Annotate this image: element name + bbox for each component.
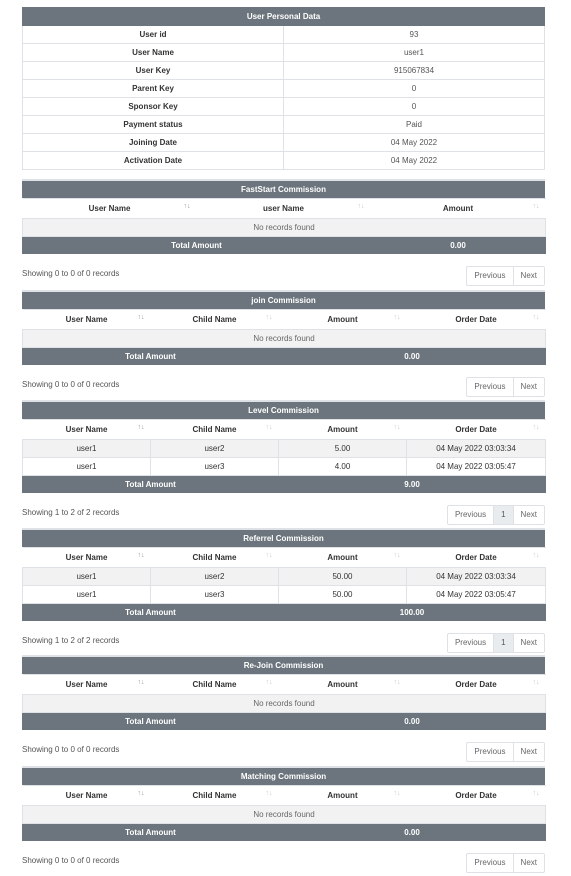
column-header-label: Child Name	[192, 680, 237, 689]
table-cell: user3	[151, 458, 279, 476]
sort-arrows-icon: ↑↓	[183, 203, 191, 210]
previous-button[interactable]: Previous	[466, 266, 513, 286]
total-row	[23, 237, 546, 254]
column-header-row	[23, 420, 546, 440]
column-header-label: User Name	[65, 425, 108, 434]
table-footer	[22, 377, 545, 399]
sort-arrows-icon: ↑↓	[532, 790, 540, 797]
sort-arrows-icon: ↑↓	[532, 314, 540, 321]
table-footer	[22, 266, 545, 288]
personal-label: User Name	[23, 44, 284, 62]
column-header[interactable]	[197, 199, 371, 219]
personal-value: Paid	[284, 116, 545, 134]
personal-label: Payment status	[23, 116, 284, 134]
table-cell: user2	[151, 568, 279, 586]
commission-table	[22, 309, 546, 365]
records-info: Showing 0 to 0 of 0 records	[22, 856, 120, 865]
no-records-text: No records found	[23, 806, 546, 824]
sort-arrows-icon: ↑↓	[393, 552, 401, 559]
personal-value: 04 May 2022	[284, 134, 545, 152]
sort-arrows-icon: ↑↓	[265, 314, 273, 321]
personal-label: User Key	[23, 62, 284, 80]
commission-section	[22, 290, 545, 399]
sort-arrows-icon: ↑↓	[265, 552, 273, 559]
next-button[interactable]: Next	[513, 266, 545, 286]
sort-arrows-icon: ↑↓	[393, 790, 401, 797]
total-row	[23, 824, 546, 841]
sort-arrows-icon: ↑↓	[265, 424, 273, 431]
sort-arrows-icon: ↑↓	[137, 552, 145, 559]
commission-table	[22, 674, 546, 730]
column-header[interactable]	[23, 786, 151, 806]
sort-arrows-icon: ↑↓	[137, 679, 145, 686]
column-header-label: Amount	[327, 680, 358, 689]
personal-value: 93	[284, 26, 545, 44]
next-button[interactable]: Next	[513, 742, 545, 762]
column-header-row	[23, 548, 546, 568]
column-header-label: Order Date	[455, 791, 497, 800]
total-row	[23, 476, 546, 493]
column-header[interactable]	[151, 786, 279, 806]
sort-arrows-icon: ↑↓	[357, 203, 365, 210]
total-row	[23, 604, 546, 621]
table-cell: 04 May 2022 03:05:47	[407, 458, 546, 476]
table-row	[23, 586, 546, 604]
personal-data-title: User Personal Data	[23, 8, 545, 26]
total-value: 0.00	[371, 237, 546, 254]
table-row	[23, 440, 546, 458]
next-button[interactable]: Next	[513, 505, 545, 525]
previous-button[interactable]: Previous	[447, 633, 494, 653]
total-label: Total Amount	[23, 713, 279, 730]
table-cell: 04 May 2022 03:03:34	[407, 568, 546, 586]
personal-label: Parent Key	[23, 80, 284, 98]
sort-arrows-icon: ↑↓	[393, 424, 401, 431]
no-records-row	[23, 695, 546, 713]
total-value: 0.00	[279, 348, 546, 365]
column-header-label: Amount	[327, 315, 358, 324]
commission-title: Level Commission	[22, 400, 545, 419]
no-records-row	[23, 330, 546, 348]
commission-section	[22, 655, 545, 764]
column-header-row	[23, 675, 546, 695]
commission-title: Referrel Commission	[22, 528, 545, 547]
table-cell: user2	[151, 440, 279, 458]
pagination	[448, 633, 545, 653]
commission-title: Re-Join Commission	[22, 655, 545, 674]
column-header-label: Order Date	[455, 315, 497, 324]
pagination	[467, 377, 545, 397]
column-header[interactable]	[279, 675, 407, 695]
previous-button[interactable]: Previous	[447, 505, 494, 525]
next-button[interactable]: Next	[513, 853, 545, 873]
total-row	[23, 713, 546, 730]
column-header[interactable]	[279, 420, 407, 440]
column-header-label: User Name	[65, 680, 108, 689]
next-button[interactable]: Next	[513, 633, 545, 653]
table-footer	[22, 633, 545, 655]
personal-label: Sponsor Key	[23, 98, 284, 116]
personal-value: 915067834	[284, 62, 545, 80]
records-info: Showing 0 to 0 of 0 records	[22, 380, 120, 389]
pagination	[467, 266, 545, 286]
previous-button[interactable]: Previous	[466, 377, 513, 397]
no-records-text: No records found	[23, 330, 546, 348]
column-header-label: User Name	[65, 553, 108, 562]
column-header[interactable]	[371, 199, 546, 219]
no-records-text: No records found	[23, 219, 546, 237]
column-header-label: Order Date	[455, 680, 497, 689]
column-header[interactable]	[151, 420, 279, 440]
column-header[interactable]	[151, 675, 279, 695]
column-header-label: user Name	[263, 204, 304, 213]
total-label: Total Amount	[23, 237, 371, 254]
records-info: Showing 0 to 0 of 0 records	[22, 745, 120, 754]
column-header-label: User Name	[88, 204, 131, 213]
commission-title: join Commission	[22, 290, 545, 309]
sort-arrows-icon: ↑↓	[532, 424, 540, 431]
commission-section	[22, 400, 545, 527]
table-row	[23, 568, 546, 586]
column-header-row	[23, 199, 546, 219]
sort-arrows-icon: ↑↓	[265, 679, 273, 686]
personal-label: Joining Date	[23, 134, 284, 152]
column-header[interactable]	[23, 199, 197, 219]
column-header[interactable]	[23, 675, 151, 695]
column-header-label: Order Date	[455, 425, 497, 434]
column-header[interactable]	[23, 548, 151, 568]
column-header[interactable]	[407, 548, 546, 568]
pagination	[448, 505, 545, 525]
table-cell: user1	[23, 458, 151, 476]
total-value: 9.00	[279, 476, 546, 493]
commission-table	[22, 785, 546, 841]
column-header-label: Amount	[442, 204, 474, 213]
total-label: Total Amount	[23, 476, 279, 493]
sort-arrows-icon: ↑↓	[532, 679, 540, 686]
next-button[interactable]: Next	[513, 377, 545, 397]
records-info: Showing 0 to 0 of 0 records	[22, 269, 120, 278]
table-footer	[22, 853, 545, 875]
table-cell: 50.00	[279, 586, 407, 604]
column-header-label: Amount	[327, 791, 358, 800]
pagination	[467, 853, 545, 873]
table-footer	[22, 505, 545, 527]
no-records-row	[23, 806, 546, 824]
column-header[interactable]	[151, 310, 279, 330]
personal-value: 0	[284, 80, 545, 98]
personal-label: Activation Date	[23, 152, 284, 170]
pagination	[467, 742, 545, 762]
column-header-label: Order Date	[455, 553, 497, 562]
table-cell: 50.00	[279, 568, 407, 586]
table-cell: user1	[23, 440, 151, 458]
sort-arrows-icon: ↑↓	[265, 790, 273, 797]
column-header[interactable]	[407, 310, 546, 330]
no-records-row	[23, 219, 546, 237]
personal-value: 0	[284, 98, 545, 116]
table-cell: user1	[23, 586, 151, 604]
commission-title: Matching Commission	[22, 766, 545, 785]
column-header[interactable]	[151, 548, 279, 568]
commission-table	[22, 547, 546, 621]
column-header-label: Amount	[327, 553, 358, 562]
table-cell: 5.00	[279, 440, 407, 458]
table-cell: user3	[151, 586, 279, 604]
sort-arrows-icon: ↑↓	[137, 314, 145, 321]
column-header-label: Child Name	[192, 315, 237, 324]
total-row	[23, 348, 546, 365]
previous-button[interactable]: Previous	[466, 853, 513, 873]
column-header-label: Child Name	[192, 425, 237, 434]
personal-data-table	[22, 7, 545, 170]
page-1-button[interactable]: 1	[493, 633, 513, 653]
column-header[interactable]	[279, 786, 407, 806]
table-cell: 4.00	[279, 458, 407, 476]
sort-arrows-icon: ↑↓	[532, 203, 540, 210]
no-records-text: No records found	[23, 695, 546, 713]
personal-data-panel	[22, 7, 545, 170]
table-cell: user1	[23, 568, 151, 586]
column-header-row	[23, 786, 546, 806]
previous-button[interactable]: Previous	[466, 742, 513, 762]
column-header-row	[23, 310, 546, 330]
table-row	[23, 458, 546, 476]
column-header[interactable]	[23, 420, 151, 440]
commission-title: FastStart Commission	[22, 179, 545, 198]
total-value: 0.00	[279, 713, 546, 730]
table-footer	[22, 742, 545, 764]
page-1-button[interactable]: 1	[493, 505, 513, 525]
commission-table	[22, 198, 546, 254]
column-header[interactable]	[407, 420, 546, 440]
sort-arrows-icon: ↑↓	[393, 679, 401, 686]
column-header-label: Child Name	[192, 553, 237, 562]
commission-table	[22, 419, 546, 493]
total-label: Total Amount	[23, 348, 279, 365]
column-header-label: Child Name	[192, 791, 237, 800]
column-header[interactable]	[407, 675, 546, 695]
column-header-label: User Name	[65, 791, 108, 800]
column-header[interactable]	[23, 310, 151, 330]
personal-value: user1	[284, 44, 545, 62]
sort-arrows-icon: ↑↓	[137, 790, 145, 797]
records-info: Showing 1 to 2 of 2 records	[22, 636, 120, 645]
sort-arrows-icon: ↑↓	[532, 552, 540, 559]
total-label: Total Amount	[23, 604, 279, 621]
table-cell: 04 May 2022 03:03:34	[407, 440, 546, 458]
commission-section	[22, 179, 545, 288]
total-label: Total Amount	[23, 824, 279, 841]
total-value: 100.00	[279, 604, 546, 621]
sort-arrows-icon: ↑↓	[393, 314, 401, 321]
records-info: Showing 1 to 2 of 2 records	[22, 508, 120, 517]
personal-value: 04 May 2022	[284, 152, 545, 170]
column-header[interactable]	[279, 310, 407, 330]
column-header-label: User Name	[65, 315, 108, 324]
commission-section	[22, 766, 545, 875]
total-value: 0.00	[279, 824, 546, 841]
commission-section	[22, 528, 545, 655]
sort-arrows-icon: ↑↓	[137, 424, 145, 431]
column-header-label: Amount	[327, 425, 358, 434]
table-cell: 04 May 2022 03:05:47	[407, 586, 546, 604]
column-header[interactable]	[279, 548, 407, 568]
column-header[interactable]	[407, 786, 546, 806]
personal-label: User id	[23, 26, 284, 44]
